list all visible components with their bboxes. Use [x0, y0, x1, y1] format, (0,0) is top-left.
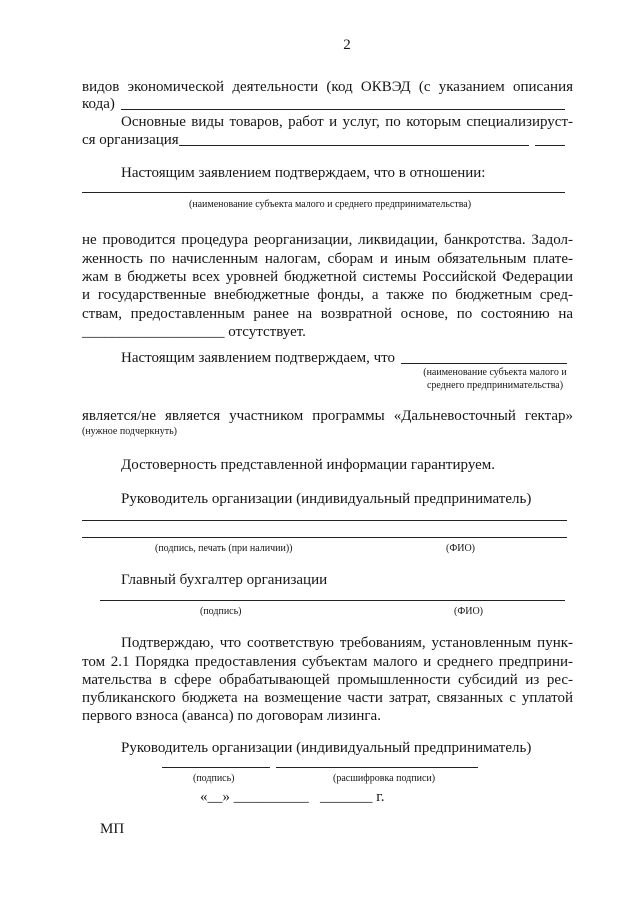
accountant-signature-title: Главный бухгалтер организации [121, 572, 328, 588]
declaration-line-2: женность по начисленным налогам, сборам и иным обязательным плате- [82, 251, 573, 267]
signature-date: «__» __________ _______ г. [200, 789, 385, 805]
declaration-intro: Настоящим заявлением подтверждаем, что в отношении: [121, 165, 486, 181]
accountant-signature-caption: (подпись) [200, 606, 242, 617]
stamp-label: МП [100, 821, 125, 837]
head-signature-line-2 [82, 537, 567, 538]
declaration-line-4: и государственные внебюджетные фонды, а также по бюджетным сред- [82, 287, 573, 303]
final-signature-title: Руководитель организации (индивидуальный предприниматель) [121, 740, 532, 756]
compliance-line-5: первого взноса (аванса) по договорам лизинга. [82, 708, 381, 724]
main-goods-short-blank-line [535, 131, 565, 146]
main-goods-blank-line [179, 131, 529, 146]
hectare-caption-line-2: среднего предпринимательства) [426, 380, 564, 391]
final-signature-caption: (подпись) [193, 773, 235, 784]
head-signature-caption: (подпись, печать (при наличии)) [155, 543, 293, 554]
hectare-intro: Настоящим заявлением подтверждаем, что [121, 350, 396, 366]
hectare-intro-line [121, 349, 567, 367]
compliance-line-3: мательства в сфере обрабатывающей промышленности субсидий из рес- [82, 672, 573, 688]
subject-name-caption: (наименование субъекта малого и среднего предпринимательства) [188, 199, 472, 210]
accountant-signature-line [100, 600, 565, 601]
declaration-line-5: ствам, предоставленным ранее на возвратной основе, по состоянию на [82, 306, 573, 322]
head-signature-title: Руководитель организации (индивидуальный предприниматель) [121, 491, 532, 507]
compliance-line-4: публиканского бюджета на возмещение части затрат, связанных с уплатой [82, 690, 573, 706]
subject-name-line [82, 192, 565, 193]
final-signature-line [162, 767, 270, 768]
hectare-caption-line-1: (наименование субъекта малого и [423, 367, 567, 378]
okved-line-2-label: кода) [82, 96, 115, 112]
final-transcript-line [276, 767, 478, 768]
compliance-line-1: Подтверждаю, что соответствую требованиям, установленным пунк- [121, 635, 573, 651]
hectare-subject-blank-line [401, 349, 567, 364]
okved-blank-line [121, 95, 565, 110]
declaration-line-1: не проводится процедура реорганизации, ликвидации, банкротства. Задол- [82, 232, 573, 248]
compliance-line-2: том 2.1 Порядка предоставления субъектам малого и среднего предприни- [82, 654, 573, 670]
head-name-caption: (ФИО) [446, 543, 476, 554]
hectare-statement: является/не является участником программы «Дальневосточный гектар» [82, 408, 573, 424]
main-goods-line-1: Основные виды товаров, работ и услуг, по которым специализируст- [121, 114, 573, 130]
page-number: 2 [343, 37, 351, 53]
declaration-line-6: ___________________ отсутствует. [82, 324, 306, 340]
okved-line-1: видов экономической деятельности (код ОКВЭД (с указанием описания [82, 79, 573, 95]
declaration-line-3: жам в бюджеты всех уровней бюджетной системы Российской Федерации [82, 269, 573, 285]
main-goods-line-2-label: ся организация [82, 132, 179, 148]
main-goods-line-2 [82, 131, 565, 149]
okved-line-2 [82, 95, 565, 113]
hectare-note: (нужное подчеркнуть) [82, 426, 177, 437]
final-transcript-caption: (расшифровка подписи) [333, 773, 436, 784]
accountant-name-caption: (ФИО) [454, 606, 484, 617]
head-signature-line-1 [82, 520, 567, 521]
guarantee-text: Достоверность представленной информации гарантируем. [121, 457, 496, 473]
